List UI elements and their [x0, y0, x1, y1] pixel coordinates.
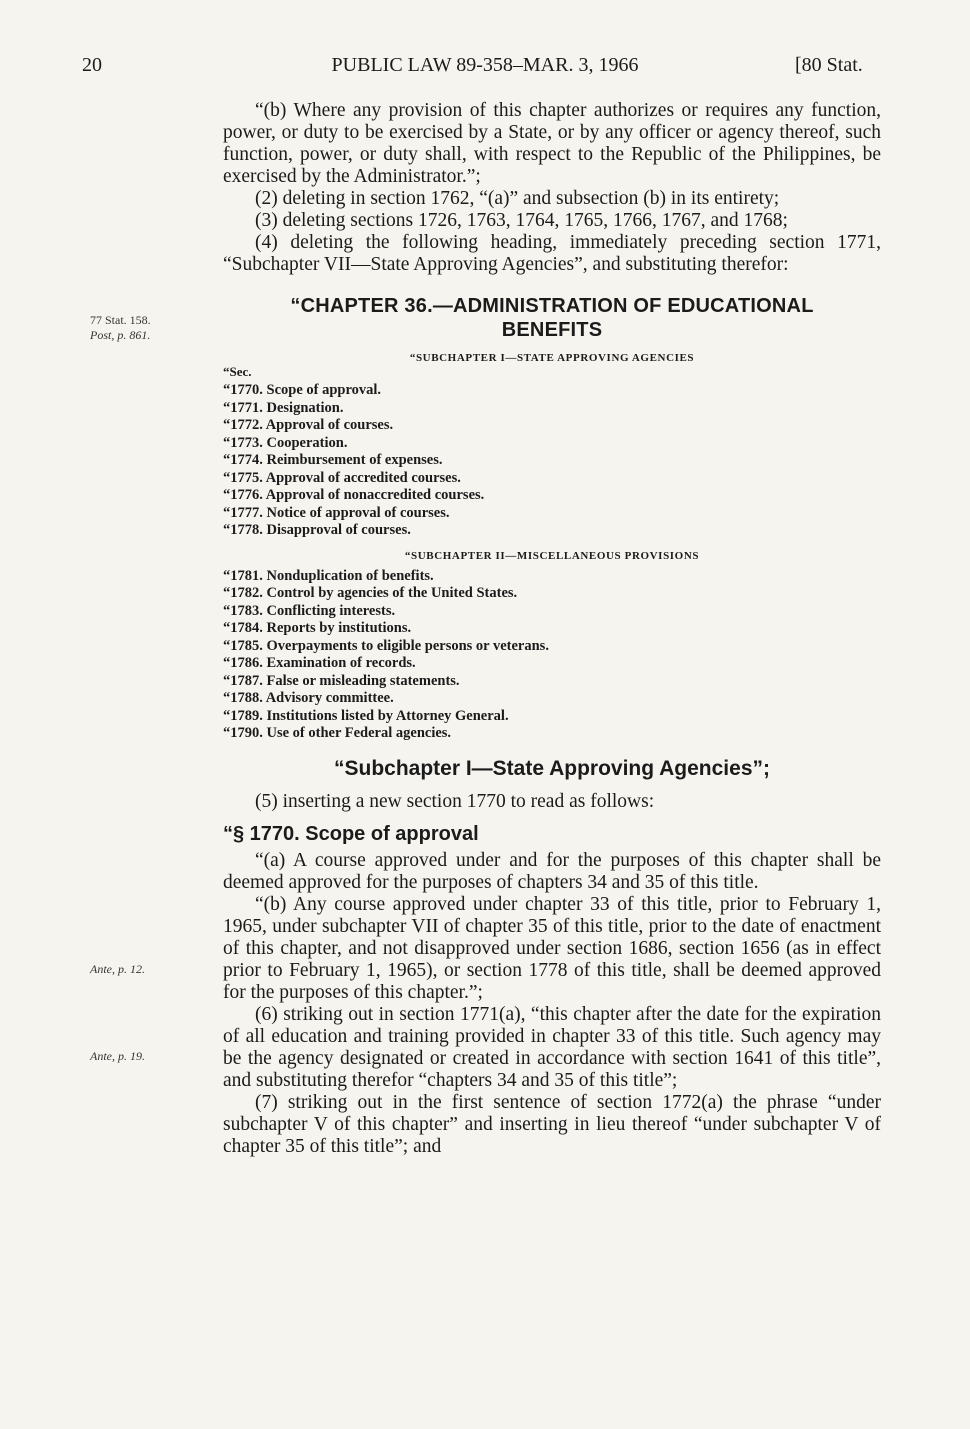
subchapter-title: “Subchapter I—State Approving Agencies”; [333, 756, 770, 780]
sec-label: “Sec. [223, 364, 252, 379]
page-number: 20 [82, 54, 102, 76]
toc-item: “1773. Cooperation. [223, 434, 348, 451]
toc-item: “1784. Reports by institutions. [223, 620, 412, 636]
paragraph: (2) deleting in section 1762, “(a)” and subsection (b) in its entirety; [255, 188, 780, 209]
paragraph: (5) inserting a new section 1770 to read as follows: [255, 790, 655, 812]
paragraph: “(b) Where any provision of this chapter authorizes or requires any function, power, or duty to be exercised by a State, or by any officer or agency thereof, such function, power, or duty shall, with respect to the Republic of the Philippines, be exercised by the Administrator.”; [223, 100, 881, 187]
toc-subchapter-1 [223, 382, 881, 540]
toc-item: “1774. Reimbursement of expenses. [223, 452, 443, 468]
toc-item: “1777. Notice of approval of courses. [223, 504, 450, 521]
toc-item: “1785. Overpayments to eligible persons or veterans. [223, 637, 549, 654]
toc-subchapter-2 [223, 568, 881, 743]
volume-reference: [80 Stat. [795, 54, 863, 76]
toc-item: “1772. Approval of courses. [223, 417, 394, 433]
toc-item: “1771. Designation. [223, 399, 344, 416]
margin-note-1: 77 Stat. 158. Post, p. 861. [90, 313, 151, 342]
paragraph: (6) striking out in section 1771(a), “this chapter after the date for the expiration of all education and training provided in chapter 33 of this title. Such agency may be the agency designated or created in accordance with section 1641 of this title”, and substituting therefor “chapters 34 and 35 of this title”; [223, 1003, 881, 1091]
section-heading: “§ 1770. Scope of approval [223, 822, 479, 845]
toc-item: “1781. Nonduplication of benefits. [223, 567, 434, 584]
toc-item: “1788. Advisory committee. [223, 690, 394, 706]
page-header [0, 54, 970, 84]
toc-item: “1786. Examination of records. [223, 655, 416, 671]
subchapter-1-heading: “SUBCHAPTER I—STATE APPROVING AGENCIES [409, 352, 695, 364]
margin-note-2: Ante, p. 12. [90, 962, 145, 976]
paragraph: (7) striking out in the first sentence of section 1772(a) the phrase “under subchapter V of this chapter” and inserting in lieu thereof “under subchapter V of chapter 35 of this title”; and [223, 1091, 881, 1157]
toc-item: “1778. Disapproval of courses. [223, 522, 411, 538]
toc-item: “1787. False or misleading statements. [223, 672, 460, 689]
toc-item: “1775. Approval of accredited courses. [223, 469, 461, 486]
paragraph: “(b) Any course approved under chapter 33 of this title, prior to February 1, 1965, under subchapter VII of chapter 35 of this title, prior to the date of enactment of this chapter, and not disapproved under section 1686, section 1656 (as in effect prior to February 1, 1965), or section 1778 of this title, shall be deemed approved for the purposes of this chapter.”; [223, 893, 881, 1003]
page-header-title: PUBLIC LAW 89-358–MAR. 3, 1966 [331, 54, 639, 76]
subchapter-2-heading: “SUBCHAPTER II—MISCELLANEOUS PROVISIONS [404, 549, 700, 562]
margin-note-3: Ante, p. 19. [90, 1049, 145, 1063]
paragraph: “(a) A course approved under and for the purposes of this chapter shall be deemed approved for the purposes of chapters 34 and 35 of this title. [223, 849, 881, 893]
chapter-title: “CHAPTER 36.—ADMINISTRATION OF EDUCATIONAL BENEFITS [290, 295, 814, 341]
document-body [223, 100, 881, 1158]
paragraph: (3) deleting sections 1726, 1763, 1764, 1765, 1766, 1767, and 1768; [255, 210, 788, 231]
toc-item: “1782. Control by agencies of the United States. [223, 585, 518, 601]
toc-item: “1783. Conflicting interests. [223, 602, 396, 619]
paragraph: (4) deleting the following heading, immediately preceding section 1771, “Subchapter VII—State Approving Agencies”, and substituting therefor: [223, 232, 881, 275]
toc-item: “1790. Use of other Federal agencies. [223, 725, 452, 741]
toc-item: “1776. Approval of nonaccredited courses. [223, 487, 485, 503]
toc-item: “1770. Scope of approval. [223, 382, 382, 398]
toc-item: “1789. Institutions listed by Attorney General. [223, 707, 509, 724]
